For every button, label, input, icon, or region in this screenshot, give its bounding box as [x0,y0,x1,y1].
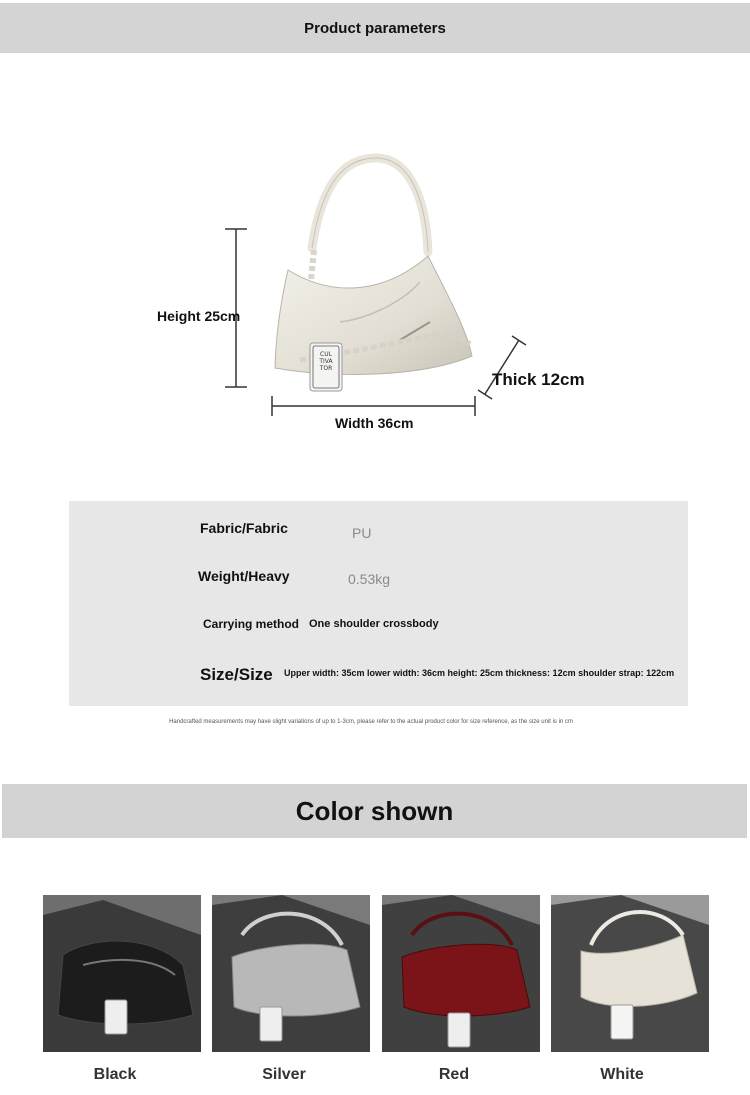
product-parameters-header [0,3,750,53]
measurement-note: Handcrafted measurements may have slight variations of up to 1-3cm, please refer to the actual product color for size reference, as the size unit is in cm [169,719,573,725]
color-label-white: White [600,1066,644,1083]
param-value-weight: 0.53kg [348,571,391,587]
color-swatch-red[interactable] [382,895,540,1052]
width-label: Width 36cm [335,415,414,431]
bag-tag-text-1: CUL [320,351,332,358]
color-swatch-black[interactable] [43,895,201,1052]
color-swatch-silver[interactable] [212,895,370,1052]
param-value-size: Upper width: 35cm lower width: 36cm height: 25cm thickness: 12cm shoulder strap: 122cm [284,668,675,678]
color-swatch-white[interactable] [551,895,709,1052]
param-value-carrying: One shoulder crossbody [309,618,439,630]
product-parameters-title: Product parameters [304,19,446,37]
bag-tag-text-2: TIVA [319,358,333,365]
param-label-weight: Weight/Heavy [198,568,290,584]
height-label: Height 25cm [157,308,241,324]
bag-tag-text-3: TOR [319,365,333,372]
color-shown-title: Color shown [295,795,454,826]
param-label-size: Size/Size [200,665,273,684]
color-label-red: Red [438,1066,470,1083]
color-label-silver: Silver [262,1066,306,1083]
param-label-fabric: Fabric/Fabric [200,520,288,536]
thick-label: Thick 12cm [492,370,585,389]
color-label-black: Black [93,1066,137,1083]
param-value-fabric: PU [352,525,372,541]
color-shown-header [2,784,747,838]
param-label-carrying: Carrying method [203,617,300,631]
